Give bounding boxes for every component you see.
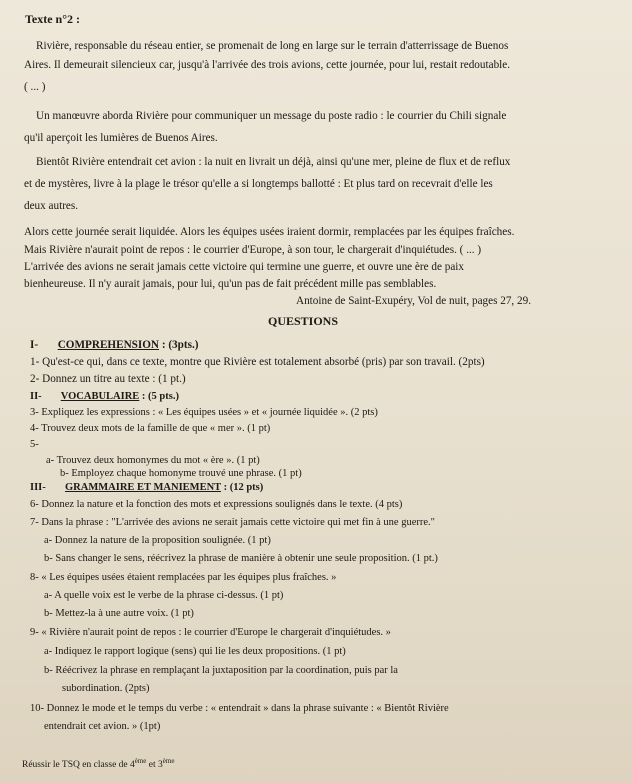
question-5: 5-	[30, 439, 39, 450]
passage-line: ( ... )	[24, 81, 46, 93]
question-6: 6- Donnez la nature et la fonction des mots et expressions soulignés dans le texte. (4 pts)	[30, 499, 403, 510]
question-9a: a- Indiquez le rapport logique (sens) qui lie les deux propositions. (1 pt)	[44, 646, 346, 657]
section-number: II-	[30, 391, 42, 402]
passage-line: Mais Rivière n'aurait point de repos : le courrier d'Europe, à son tour, le chargerait d'inquiétudes. ( ... )	[24, 244, 482, 256]
section-grammaire	[30, 481, 263, 495]
passage-line: Aires. Il demeurait silencieux car, jusqu'à l'arrivée des trois avions, cette journée, pour lui, restait redoutable.	[24, 59, 511, 71]
section-number: I-	[30, 339, 39, 351]
passage-line: L'arrivée des avions ne serait jamais cette victoire qui termine une guerre, et ouvre une ère de paix	[24, 261, 464, 273]
question-10-cont: entendrait cet avion. » (1pt)	[44, 721, 161, 732]
question-9b: b- Réécrivez la phrase en remplaçant la juxtaposition par la coordination, puis par la	[44, 665, 398, 676]
question-9b-cont: subordination. (2pts)	[62, 683, 150, 694]
passage-line: bienheureuse. Il n'y aurait jamais, pour lui, qu'un pas de fait précédent mille pas semblables.	[24, 278, 437, 290]
section-title: GRAMMAIRE ET MANIEMENT	[65, 482, 221, 493]
question-8b: b- Mettez-la à une autre voix. (1 pt)	[44, 608, 194, 619]
section-comprehension	[30, 338, 198, 352]
section-title: VOCABULAIRE	[60, 391, 140, 402]
section-points: : (5 pts.)	[141, 391, 179, 402]
source-citation: Antoine de Saint-Exupéry, Vol de nuit, pages 27, 29.	[296, 295, 532, 307]
questions-heading: QUESTIONS	[268, 314, 339, 328]
question-3: 3- Expliquez les expressions : « Les équipes usées » et « journée liquidée ». (2 pts)	[30, 407, 378, 418]
passage-line: Bientôt Rivière entendrait cet avion : la nuit en livrait un déjà, ainsi qu'une mer, pleine de flux et de reflux	[36, 156, 511, 168]
passage-line: Alors cette journée serait liquidée. Alors les équipes usées iraient dormir, remplacées par les équipes fraîches.	[24, 226, 515, 238]
question-10: 10- Donnez le mode et le temps du verbe : « entendrait » dans la phrase suivante : « Bientôt Rivière	[30, 703, 449, 714]
passage-line: et de mystères, livre à la plage le trésor qu'elle a si longtemps ballotté : Et plus tard on recevrait d'elle les	[24, 178, 493, 190]
question-4: 4- Trouvez deux mots de la famille de que « mer ». (1 pt)	[30, 423, 271, 434]
footer-note	[22, 754, 174, 772]
passage-line: Rivière, responsable du réseau entier, se promenait de long en large sur le terrain d'atterrissage de Buenos	[36, 40, 509, 52]
footer-grade: 4	[130, 760, 135, 771]
question-9: 9- « Rivière n'aurait point de repos : le courrier d'Europe le chargerait d'inquiétudes. »	[30, 627, 391, 638]
question-8: 8- « Les équipes usées étaient remplacées par les équipes plus fraîches. »	[30, 572, 337, 583]
footer-sup: ème	[162, 757, 175, 765]
passage-line: qu'il aperçoit les lumières de Buenos Aires.	[24, 132, 218, 144]
footer-sup: ème	[134, 757, 147, 765]
footer-label: Réussir le TSQ en classe de	[22, 760, 128, 771]
passage-line: Un manœuvre aborda Rivière pour communiquer un message du poste radio : le courrier du Chili signale	[36, 110, 507, 122]
question-2: 2- Donnez un titre au texte : (1 pt.)	[30, 373, 186, 385]
text-title: Texte n°2 :	[25, 12, 81, 26]
section-points: : (3pts.)	[161, 339, 199, 351]
question-7: 7- Dans la phrase : "L'arrivée des avions ne serait jamais cette victoire qui met fin à une guerre."	[30, 517, 435, 528]
section-points: : (12 pts)	[223, 482, 264, 493]
question-7a: a- Donnez la nature de la proposition soulignée. (1 pt)	[44, 535, 271, 546]
section-vocabulaire	[30, 390, 179, 404]
question-8a: a- A quelle voix est le verbe de la phrase ci-dessus. (1 pt)	[44, 590, 284, 601]
footer-and: et	[148, 760, 156, 771]
question-5b: b- Employez chaque homonyme trouvé une phrase. (1 pt)	[60, 468, 302, 479]
section-title: COMPREHENSION	[57, 339, 160, 351]
question-5a: a- Trouvez deux homonymes du mot « ère ». (1 pt)	[46, 455, 260, 466]
question-1: 1- Qu'est-ce qui, dans ce texte, montre que Rivière est totalement absorbé (pris) par son travail. (2pts)	[30, 356, 485, 368]
section-number: III-	[30, 482, 46, 493]
passage-line: deux autres.	[24, 200, 79, 212]
footer-grade: 3	[158, 760, 163, 771]
question-7b: b- Sans changer le sens, réécrivez la phrase de manière à obtenir une seule proposition. (1 pt.)	[44, 553, 438, 564]
